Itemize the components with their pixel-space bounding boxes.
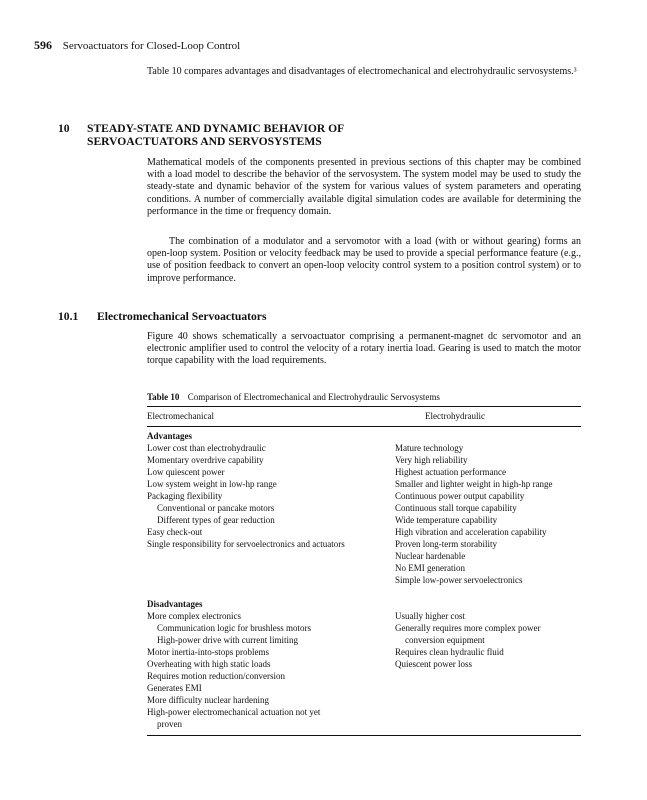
running-title: Servoactuators for Closed-Loop Control bbox=[62, 40, 241, 52]
list-item: Proven long-term storability bbox=[395, 539, 497, 549]
section-number: 10 bbox=[58, 122, 70, 135]
list-item: Motor inertia-into-stops problems bbox=[147, 647, 269, 657]
list-item: Low system weight in low-hp range bbox=[147, 479, 277, 489]
list-item: Requires motion reduction/conversion bbox=[147, 671, 285, 681]
column-header-electromechanical: Electromechanical bbox=[147, 411, 214, 421]
section-10-heading bbox=[58, 122, 578, 150]
list-item: Overheating with high static loads bbox=[147, 659, 271, 669]
table-caption bbox=[147, 392, 440, 402]
list-item: Nuclear hardenable bbox=[395, 551, 466, 561]
list-item: Generally requires more complex power bbox=[395, 623, 541, 633]
disadvantages-heading: Disadvantages bbox=[147, 599, 203, 609]
list-item: Very high reliability bbox=[395, 455, 468, 465]
list-item: Usually higher cost bbox=[395, 611, 465, 621]
list-item: Packaging flexibility bbox=[147, 491, 223, 501]
list-item: Generates EMI bbox=[147, 683, 202, 693]
list-item: Conventional or pancake motors bbox=[157, 503, 275, 513]
list-item: Highest actuation performance bbox=[395, 467, 506, 477]
list-item: Simple low-power servoelectronics bbox=[395, 575, 523, 585]
column-header-electrohydraulic: Electrohydraulic bbox=[425, 411, 485, 421]
list-item: Lower cost than electrohydraulic bbox=[147, 443, 266, 453]
section-10-1-heading bbox=[58, 310, 578, 324]
section-10-paragraph-2: The combination of a modulator and a servomotor with a load (with or without gearing) forms an open-loop system. Position or velocity feedback may be used to provide a special performance feature (e.g., use of position feedback to convert an open-loop velocity control system to a position control system) or to improve performance. bbox=[147, 236, 581, 284]
list-item: proven bbox=[157, 719, 182, 729]
section-10-1-paragraph: Figure 40 shows schematically a servoactuator comprising a permanent-magnet dc servomotor and an electronic amplifier used to control the velocity of a rotary inertia load. Gearing is used to match the motor torque capability with the load requirements. bbox=[147, 331, 581, 367]
intro-paragraph: Table 10 compares advantages and disadvantages of electromechanical and electrohydraulic servosystems.³ bbox=[147, 66, 577, 77]
advantages-electrohydraulic bbox=[395, 442, 552, 586]
advantages-electromechanical bbox=[147, 430, 345, 550]
list-item: No EMI generation bbox=[395, 563, 465, 573]
list-item: Communication logic for brushless motors bbox=[157, 623, 311, 633]
section-title: Electromechanical Servoactuators bbox=[97, 310, 267, 323]
list-item: More difficulty nuclear hardening bbox=[147, 695, 270, 705]
list-item: Different types of gear reduction bbox=[157, 515, 275, 525]
table-bottom-rule bbox=[147, 735, 581, 736]
running-head bbox=[34, 38, 240, 53]
advantages-heading: Advantages bbox=[147, 431, 193, 441]
list-item: Continuous power output capability bbox=[395, 491, 525, 501]
list-item: conversion equipment bbox=[405, 635, 485, 645]
list-item: Low quiescent power bbox=[147, 467, 225, 477]
page-number: 596 bbox=[34, 38, 52, 52]
list-item: High-power drive with current limiting bbox=[157, 635, 298, 645]
list-item: High-power electromechanical actuation not yet bbox=[147, 707, 321, 717]
list-item: Easy check-out bbox=[147, 527, 203, 537]
list-item: Momentary overdrive capability bbox=[147, 455, 264, 465]
disadvantages-electrohydraulic bbox=[395, 610, 540, 670]
list-item: Single responsibility for servoelectronics and actuators bbox=[147, 539, 345, 549]
table-top-rule bbox=[147, 406, 581, 407]
list-item: Continuous stall torque capability bbox=[395, 503, 517, 513]
list-item: Smaller and lighter weight in high-hp range bbox=[395, 479, 553, 489]
list-item: Wide temperature capability bbox=[395, 515, 498, 525]
table-header-rule bbox=[147, 426, 581, 427]
disadvantages-electromechanical bbox=[147, 598, 320, 730]
list-item: More complex electronics bbox=[147, 611, 241, 621]
list-item: High vibration and acceleration capability bbox=[395, 527, 547, 537]
section-10-paragraph-1: Mathematical models of the components presented in previous sections of this chapter may be combined with a load model to describe the behavior of the servosystem. The system model may be used to study the steady-state and dynamic behavior of the system for various values of system parameters and operating conditions. A number of commercially available digital simulation codes are available for determining the performance in the time or frequency domain. bbox=[147, 157, 581, 217]
list-item: Quiescent power loss bbox=[395, 659, 472, 669]
table-label: Table 10 bbox=[147, 392, 180, 402]
list-item: Mature technology bbox=[395, 443, 464, 453]
section-number: 10.1 bbox=[58, 310, 79, 323]
table-caption-text: Comparison of Electromechanical and Electrohydraulic Servosystems bbox=[187, 392, 440, 402]
list-item: Requires clean hydraulic fluid bbox=[395, 647, 504, 657]
section-title: STEADY-STATE AND DYNAMIC BEHAVIOR OF SERVOACTUATORS AND SERVOSYSTEMS bbox=[87, 122, 345, 148]
